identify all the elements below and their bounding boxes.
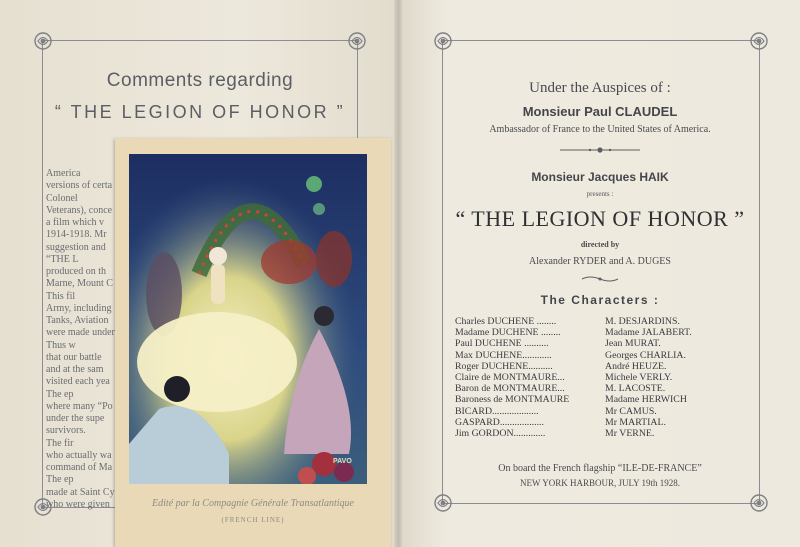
actor-name: Mr VERNE.	[605, 427, 655, 439]
postcard-caption: Edité par la Compagnie Générale Transatlantique	[152, 498, 354, 509]
character-name: Baron de MONTMAURE...	[455, 383, 565, 395]
comments-text-line: America	[46, 168, 81, 179]
comments-text-line: made at Saint Cy	[46, 486, 115, 498]
postcard-line: (FRENCH LINE)	[221, 516, 285, 524]
postcard	[115, 138, 391, 547]
ornamental-divider	[560, 146, 640, 154]
character-name: BICARD...................	[455, 405, 539, 417]
comments-text-line: versions of certa	[46, 180, 113, 192]
character-name: Charles DUCHENE ........	[455, 316, 557, 327]
cast-row	[455, 394, 755, 405]
patron-name: Monsieur Paul CLAUDEL	[522, 104, 678, 119]
comments-text-line: a film which v	[46, 217, 105, 228]
comments-text-line: Marne, Mount C	[46, 278, 113, 290]
character-name: Jim GORDON.............	[455, 427, 546, 439]
rose-ornament-icon	[432, 492, 454, 514]
cast-row	[455, 428, 755, 439]
cast-row	[455, 383, 755, 394]
character-name: GASPARD..................	[455, 416, 544, 428]
auspices-heading: Under the Auspices of :	[529, 80, 671, 96]
directors: Alexander RYDER and A. DUGES	[529, 256, 671, 267]
actor-name: M. DESJARDINS.	[605, 316, 680, 327]
ornamental-divider	[580, 275, 620, 283]
rose-ornament-icon	[432, 30, 454, 52]
actor-name: M. LACOSTE.	[605, 383, 666, 395]
actor-name: Mr MARTIAL.	[605, 416, 666, 428]
cast-row	[455, 338, 755, 349]
flagship-note: On board the French flagship “ILE-DE-FRANCE”	[498, 463, 702, 474]
actor-name: Madame HERWICH	[605, 394, 687, 406]
comments-text-line: Veterans), conce	[46, 204, 113, 216]
film-title: “ THE LEGION OF HONOR ”	[455, 206, 745, 231]
actor-name: Mr CAMUS.	[605, 405, 657, 417]
page-fold	[394, 0, 402, 547]
comments-text-line: command of Ma	[46, 462, 113, 473]
rose-ornament-icon	[748, 492, 770, 514]
character-name: Roger DUCHENE..........	[455, 360, 553, 372]
comments-text-line: Thus w	[46, 339, 76, 351]
cast-row	[455, 316, 755, 327]
comments-text-line: visited each yea	[46, 376, 110, 388]
directed-by-label: directed by	[580, 240, 620, 249]
actor-name: Madame JALABERT.	[605, 327, 692, 339]
producer-name: Monsieur Jacques HAIK	[531, 170, 669, 184]
comments-text-line: that our battle	[46, 351, 102, 363]
rose-ornament-icon	[346, 30, 368, 52]
cast-row	[455, 361, 755, 372]
rose-ornament-icon	[32, 30, 54, 52]
comments-text-line: who actually wa	[46, 449, 112, 461]
character-name: Paul DUCHENE ..........	[455, 338, 549, 350]
comments-text-line: The ep	[46, 474, 74, 486]
character-name: Max DUCHENE............	[455, 349, 552, 361]
presents-label: presents :	[586, 190, 614, 198]
comments-title: Comments regarding	[106, 70, 294, 91]
character-name: Baroness de MONTMAURE	[455, 394, 570, 406]
comments-text-line: were made under	[46, 327, 115, 339]
postcard-illustration	[129, 154, 367, 484]
comments-text-line: Colonel	[46, 192, 78, 204]
rose-ornament-icon	[748, 30, 770, 52]
comments-text-line: Tanks, Aviation	[46, 315, 109, 326]
cast-row	[455, 406, 755, 417]
comments-text-line: survivors.	[46, 425, 86, 437]
character-name: Madame DUCHENE ........	[455, 327, 561, 339]
cast-row	[455, 417, 755, 428]
postcard-signature: PAVO	[333, 458, 352, 465]
character-name: Claire de MONTMAURE...	[455, 371, 565, 383]
cast-list	[455, 316, 755, 439]
comments-text-line: who were given	[46, 498, 110, 510]
patron-title: Ambassador of France to the United States of America.	[489, 124, 711, 135]
comments-text-line: This fil	[46, 290, 76, 302]
actor-name: Jean MURAT.	[605, 338, 661, 350]
comments-text-line: where many “Po	[46, 400, 113, 412]
comments-text-line: The ep	[46, 388, 74, 400]
comments-text-line: under the supe	[46, 413, 105, 424]
comments-text-line: produced on th	[46, 266, 106, 277]
comments-text-line: 1914-1918. Mr	[46, 229, 107, 241]
characters-heading: The Characters :	[540, 293, 660, 307]
actor-name: Georges CHARLIA.	[605, 349, 686, 361]
comments-text-line: The fir	[46, 437, 74, 449]
cast-row	[455, 327, 755, 338]
cast-row	[455, 350, 755, 361]
comments-text-line: suggestion and	[46, 241, 106, 253]
actor-name: André HEUZE.	[605, 360, 667, 372]
cast-row	[455, 372, 755, 383]
comments-film-title: “ THE LEGION OF HONOR ”	[54, 102, 346, 122]
harbour-date: NEW YORK HARBOUR, JULY 19th 1928.	[519, 478, 681, 488]
actor-name: Michele VERLY.	[605, 371, 673, 383]
comments-text-line: Army, including	[46, 302, 112, 314]
comments-text-line: and at the sam	[46, 364, 104, 375]
comments-text-line: “THE L	[46, 253, 79, 265]
